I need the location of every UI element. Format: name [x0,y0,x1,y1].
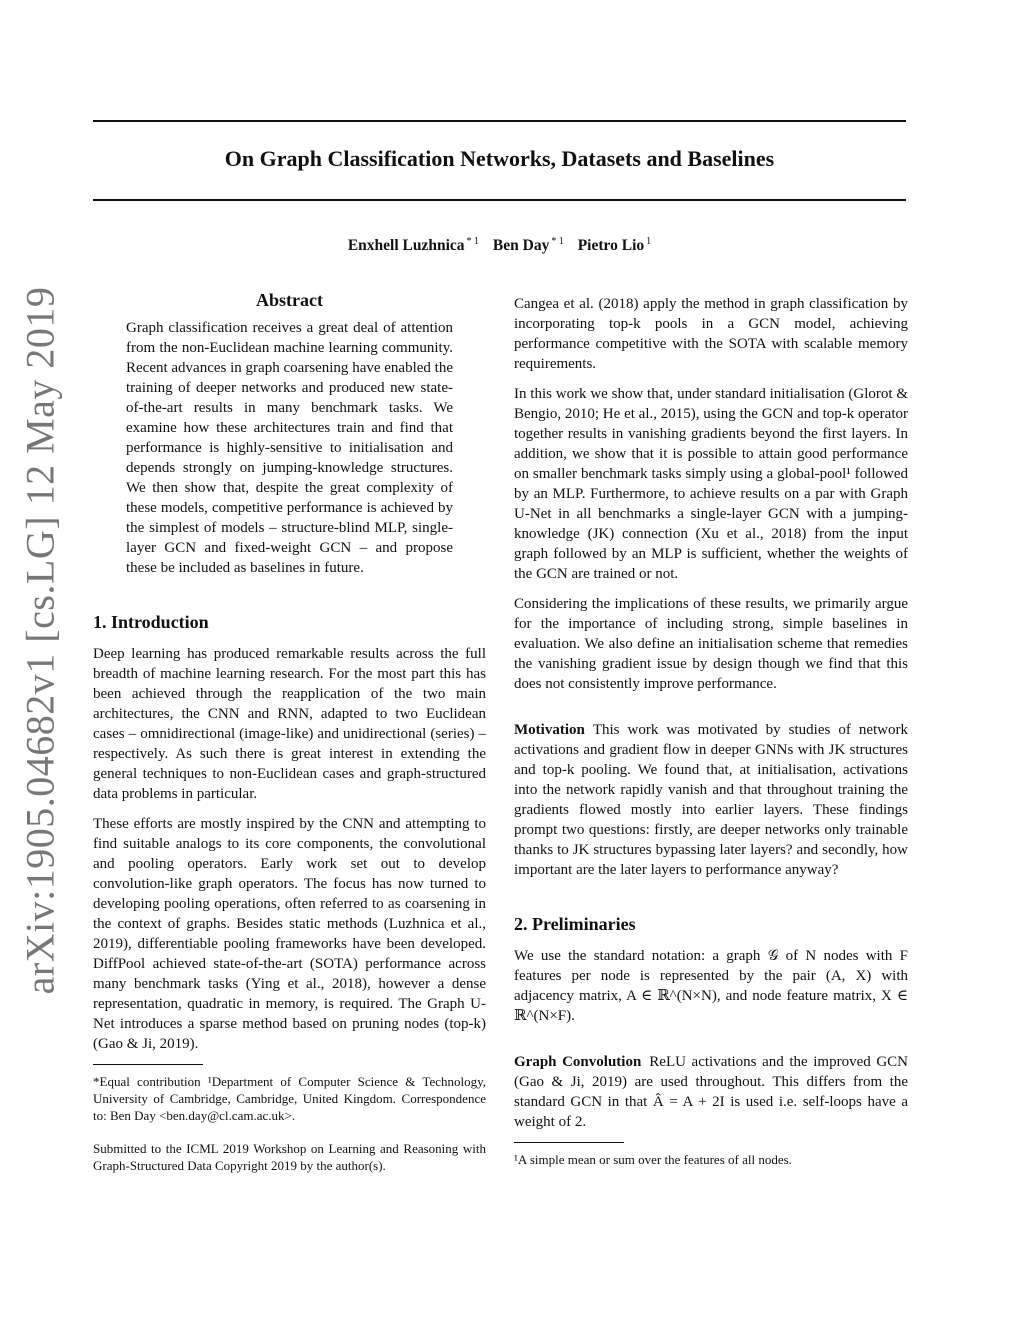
preliminaries-text: We use the standard notation: a graph 𝒢 of N nodes with F features per node is represented by the pair (A, X) with adjacency matrix, A ∈ ℝ^(N×N), and node feature matrix, X ∈ ℝ^(N×F). [514,948,908,1024]
abstract-text: Graph classification receives a great deal of attention from the non-Euclidean machine learning community. Recent advances in graph coarsening have enabled the training of deeper networks and produced new state-of-the-art results in many benchmark tasks. We examine how these architectures train and find that performance is highly-sensitive to initialisation and depends strongly on jumping-knowledge structures. We then show that, despite the great complexity of these models, competitive performance is achieved by the simplest of models – structure-blind MLP, single-layer GCN and fixed-weight GCN – and propose these be included as baselines in future. [126,320,453,576]
author-1 [348,237,479,254]
left-column [93,290,486,1184]
footnote-rule [93,1064,203,1065]
right-column [514,294,908,1178]
motivation-label: Motivation [514,722,585,738]
author-2 [493,237,564,254]
graph-convolution-label: Graph Convolution [514,1054,642,1070]
paper-title: On Graph Classification Networks, Datasets and Baselines [224,146,775,171]
title-top-rule [93,120,906,122]
submission-note: Submitted to the ICML 2019 Workshop on Learning and Reasoning with Graph-Structured Data Copyright 2019 by the author(s). [93,1141,486,1173]
graph-convolution-text: ReLU activations and the improved GCN (Gao & Ji, 2019) are used throughout. This differs from the standard GCN in that Â = A + 2I is used i.e. self-loops have a weight of 2. [514,1054,909,1130]
affiliation-footnote: *Equal contribution ¹Department of Computer Science & Technology, University of Cambridge, Cambridge, United Kingdom. Correspondence to: Ben Day <ben.day@cl.cam.ac.uk>. [93,1074,486,1123]
abstract-block [126,318,453,578]
graph-convolution-paragraph [514,1052,908,1132]
global-pool-footnote: ¹A simple mean or sum over the features of all nodes. [514,1152,792,1167]
intro-paragraph-5: Considering the implications of these results, we primarily argue for the importance of including strong, simple baselines in evaluation. We also define an initialisation scheme that remedies the vanishing gradient issue by design though we find that this does not consistently improve performance. [514,596,908,692]
author-affiliation-mark: * 1 [466,236,480,247]
author-list [93,236,906,255]
arxiv-sidebar [8,286,72,994]
abstract-heading: Abstract [256,290,323,310]
intro-paragraph-1: Deep learning has produced remarkable results across the full breadth of machine learning research. For the most part this has been achieved through the reapplication of the two main architectures, the CNN and RNN, adapted to two Euclidean cases – omnidirectional (image-like) and unidirectional (series) – respectively. As such there is great interest in extending the general techniques to non-Euclidean cases and graph-structured data problems in particular. [93,646,486,802]
intro-paragraph-4: In this work we show that, under standard initialisation (Glorot & Bengio, 2010; He et al., 2015), using the GCN and top-k operator together results in vanishing gradients beyond the first layers. In addition, we show that it is possible to attain good performance on smaller benchmark tasks simply using a global-pool¹ followed by an MLP. Furthermore, to achieve results on a par with Graph U-Net in all benchmarks a single-layer GCN with a jumping-knowledge (JK) connection (Xu et al., 2018) from the input graph followed by an MLP is sufficient, whether the weights of the GCN are trained or not. [514,386,908,582]
author-3 [578,237,651,254]
author-name: Pietro Lio [577,237,645,255]
footnote-rule [514,1142,624,1143]
introduction-heading: 1. Introduction [93,612,209,632]
title-bottom-rule [93,199,906,201]
intro-paragraph-3: Cangea et al. (2018) apply the method in graph classification by incorporating top-k pools in a GCN model, achieving performance competitive with the SOTA with scalable memory requirements. [514,296,908,372]
author-affiliation-mark: 1 [646,236,652,247]
arxiv-identifier: arXiv:1905.04682v1 [cs.LG] 12 May 2019 [17,286,63,994]
motivation-paragraph [514,720,908,880]
author-affiliation-mark: * 1 [551,236,564,247]
intro-paragraph-2: These efforts are mostly inspired by the CNN and attempting to find suitable analogs to its core components, the convolutional and pooling operators. Early work set out to develop convolution-like graph operators. The focus has now turned to developing pooling operations, often referred to as coarsening in the context of graphs. Besides static methods (Luzhnica et al., 2019), differentiable pooling frameworks have been developed. DiffPool achieved state-of-the-art (SOTA) performance across many benchmark tasks (Ying et al., 2018), however a dense representation, quadratic in memory, is required. The Graph U-Net introduces a sparse method based on pruning nodes (top-k) (Gao & Ji, 2019). [93,816,486,1052]
motivation-text: This work was motivated by studies of network activations and gradient flow in deeper GNNs with JK structures and top-k pooling. We found that, at initialisation, activations into the network rapidly vanish and that throughout training the gradients flowed mostly into earlier layers. These findings prompt two questions: firstly, are deeper networks only trainable thanks to JK structures bypassing later layers? and secondly, how important are the later layers to performance anyway? [514,722,908,878]
author-name: Ben Day [492,237,550,255]
author-name: Enxhell Luzhnica [347,237,465,255]
preliminaries-heading: 2. Preliminaries [514,914,636,934]
